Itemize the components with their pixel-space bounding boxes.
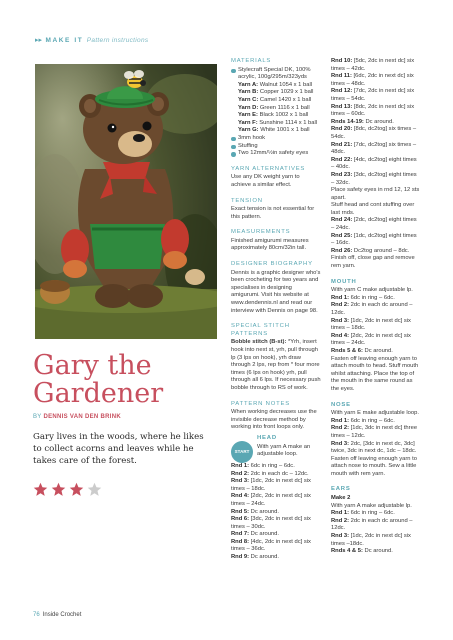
round-row bbox=[331, 418, 421, 426]
yarn-item bbox=[238, 89, 321, 97]
special-stitch-label: Bobble stitch (B-st): bbox=[231, 339, 287, 346]
bear-photo bbox=[35, 64, 217, 339]
round-text: 6dc in ring – 6dc. bbox=[349, 417, 395, 424]
mouth-intro: With yarn C make adjustable lp. bbox=[331, 287, 413, 294]
round-text: 6dc in ring – 6dc. bbox=[349, 510, 395, 517]
round-label: Rnd 9: bbox=[231, 554, 250, 561]
round-label: Rnd 20: bbox=[331, 126, 353, 133]
round-text: [1dc, 3dc in next dc] three times – 12dc. bbox=[331, 425, 418, 439]
round-text: [1dc, 2dc in next dc] six times – 18dc. bbox=[231, 478, 311, 492]
yarn-label: Yarn D: bbox=[238, 104, 259, 111]
round-text: [2dc, 2dc in next dc] six times – 24dc. bbox=[231, 493, 311, 507]
round-label: Rnd 6: bbox=[231, 516, 250, 523]
head-start-block bbox=[231, 435, 321, 463]
round-label: Rnd 23: bbox=[331, 171, 353, 178]
ears-intro: With yarn A make adjustable lp. bbox=[331, 502, 412, 509]
yarn-label: Yarn A: bbox=[238, 81, 259, 88]
round-label: Rnd 1: bbox=[331, 510, 350, 517]
yarn-item bbox=[238, 97, 321, 105]
mouth-heading: MOUTH bbox=[331, 278, 357, 285]
round-text: [7dc, 2dc in next dc] six times – 54dc. bbox=[331, 88, 415, 102]
round-row bbox=[331, 248, 421, 256]
round-label: Rnds 5 & 6: bbox=[331, 347, 363, 354]
round-label: Rnds 14-19: bbox=[331, 118, 364, 125]
round-text: Dc around. bbox=[249, 554, 280, 561]
round-row bbox=[331, 518, 421, 533]
title-line: Gardener bbox=[33, 378, 164, 409]
round-text: [2dc, 2dc in next dc] six times – 24dc. bbox=[331, 332, 411, 347]
round-row bbox=[231, 478, 321, 493]
yarn-label: Yarn C: bbox=[238, 96, 259, 103]
round-label: Rnd 1: bbox=[331, 294, 350, 301]
round-text: Dc around. bbox=[362, 347, 393, 354]
star-icon bbox=[33, 482, 48, 497]
round-row bbox=[231, 493, 321, 508]
round-label: Rnd 26: bbox=[331, 247, 353, 254]
round-label: Rnd 13: bbox=[331, 103, 353, 110]
round-text: 2dc in each dc around – 12dc. bbox=[331, 517, 413, 532]
round-row bbox=[331, 318, 421, 333]
tension-heading: TENSION bbox=[231, 197, 263, 204]
special-stitch-text bbox=[231, 339, 321, 392]
round-label: Rnd 21: bbox=[331, 141, 353, 148]
round-text: Dc around. bbox=[249, 508, 280, 515]
round-text: [3dc, dc2tog] eight times – 32dc. bbox=[331, 171, 417, 186]
start-badge: START bbox=[231, 441, 253, 463]
ears-sub bbox=[331, 495, 421, 503]
round-row bbox=[331, 441, 421, 456]
title-line: Gary the bbox=[33, 350, 152, 381]
round-label: Rnd 24: bbox=[331, 217, 353, 224]
materials-heading: MATERIALS bbox=[231, 58, 272, 64]
pattern-title bbox=[33, 352, 163, 408]
nose-intro: With yarn E make adjustable loop. bbox=[331, 410, 419, 417]
ears-sub-label: Make 2 bbox=[331, 495, 351, 502]
round-label: Rnds 4 & 5: bbox=[331, 548, 363, 555]
hook-text: 3mm hook bbox=[238, 134, 266, 141]
round-text: [4dc, dc2tog] eight times – 40dc. bbox=[331, 156, 417, 171]
bullet-icon bbox=[231, 137, 236, 142]
round-row bbox=[331, 533, 421, 548]
bullet-icon bbox=[231, 145, 236, 150]
yarn-text: Camel 1420 x 1 ball bbox=[259, 96, 312, 103]
round-row bbox=[331, 425, 421, 440]
round-text: [8dc, dc2tog] six times – 54dc. bbox=[331, 126, 417, 140]
round-text: Dc2tog around – 8dc. bbox=[352, 247, 410, 254]
head-stuff-note: Stuff head and cont stuffing over last rnds. bbox=[331, 202, 415, 216]
round-label: Rnd 10: bbox=[331, 58, 353, 64]
yarn-text: Copper 1029 x 1 ball bbox=[259, 89, 314, 96]
round-label: Rnd 7: bbox=[231, 531, 250, 538]
round-label: Rnd 5: bbox=[231, 508, 250, 515]
round-label: Rnd 3: bbox=[331, 317, 350, 324]
amigurumi-bear-illustration bbox=[35, 64, 217, 339]
round-text: [2dc, dc2tog] eight times – 24dc. bbox=[331, 217, 417, 232]
round-text: Dc around. bbox=[249, 531, 280, 538]
round-row bbox=[331, 73, 421, 88]
head-heading: HEAD bbox=[257, 434, 277, 441]
round-text: 6dc in ring – 6dc. bbox=[249, 462, 295, 469]
round-row bbox=[231, 516, 321, 531]
tension-text: Exact tension is not essential for this pattern. bbox=[231, 206, 315, 220]
round-row bbox=[331, 172, 421, 187]
materials-eyes bbox=[231, 150, 321, 158]
round-text: [6dc, 2dc in next dc] six times – 48dc. bbox=[331, 73, 414, 87]
yarn-list bbox=[231, 82, 321, 135]
round-row bbox=[331, 333, 421, 348]
head-intro: With yarn A make an adjustable loop. bbox=[257, 443, 311, 458]
special-stitch-heading: SPECIAL STITCH PATTERNS bbox=[231, 323, 290, 337]
yarn-label: Yarn G: bbox=[238, 127, 259, 134]
section-header bbox=[35, 36, 148, 44]
round-row bbox=[231, 531, 321, 539]
round-text: [1dc, 2dc in next dc] six times –18dc. bbox=[331, 533, 411, 547]
head-finish: Finish off, close gap and remove rem yarn. bbox=[331, 255, 415, 270]
round-row bbox=[331, 548, 421, 556]
round-row bbox=[331, 88, 421, 103]
round-text: Dc around. bbox=[363, 118, 394, 125]
round-row bbox=[331, 119, 421, 127]
round-label: Rnd 2: bbox=[331, 302, 350, 309]
round-row bbox=[331, 58, 421, 73]
yarn-text: White 1001 x 1 ball bbox=[260, 127, 310, 134]
round-row bbox=[331, 126, 421, 141]
byline-prefix: BY bbox=[33, 414, 42, 420]
round-label: Rnd 1: bbox=[231, 462, 250, 469]
round-row bbox=[231, 463, 321, 471]
round-text: [1dc, dc2tog] eight times – 16dc. bbox=[331, 232, 417, 247]
stuffing-text: Stuffing bbox=[238, 142, 258, 149]
round-label: Rnd 2: bbox=[331, 517, 350, 524]
measurements-heading: MEASUREMENTS bbox=[231, 229, 291, 236]
page-folio bbox=[33, 612, 81, 618]
yarn-item bbox=[238, 105, 321, 113]
round-label: Rnd 11: bbox=[331, 73, 352, 80]
round-text: 6dc in ring – 6dc. bbox=[349, 294, 395, 301]
page-number: 76 bbox=[33, 612, 40, 618]
round-label: Rnd 22: bbox=[331, 156, 353, 163]
double-arrow-icon: ▸▸ bbox=[35, 37, 43, 44]
round-row bbox=[331, 302, 421, 317]
round-row bbox=[231, 471, 321, 479]
round-text: 2dc in each dc around – 12dc. bbox=[331, 302, 413, 316]
round-row bbox=[331, 510, 421, 518]
round-row bbox=[331, 217, 421, 232]
column-middle bbox=[231, 58, 321, 562]
yarn-label: Yarn F: bbox=[238, 119, 258, 126]
round-row bbox=[331, 104, 421, 119]
bullet-icon bbox=[231, 152, 236, 157]
star-icon bbox=[51, 482, 66, 497]
round-row bbox=[331, 157, 421, 172]
round-label: Rnd 1: bbox=[331, 417, 350, 424]
subsection-label: Pattern instructions bbox=[86, 37, 149, 44]
author-name: DENNIS VAN DEN BRINK bbox=[43, 414, 122, 420]
round-label: Rnd 2: bbox=[331, 425, 350, 432]
round-label: Rnd 4: bbox=[231, 493, 250, 500]
round-text: [4dc, 2dc in next dc] six times – 36dc. bbox=[231, 538, 311, 553]
round-row bbox=[231, 509, 321, 517]
nose-outro: Fasten off leaving enough yarn to attach nose to mouth. Sew a little mouth with rem yarn. bbox=[331, 455, 417, 477]
pattern-notes-heading: PATTERN NOTES bbox=[231, 400, 290, 407]
yarn-text: Sunshine 1114 x 1 ball bbox=[259, 119, 318, 126]
difficulty-rating bbox=[33, 482, 102, 497]
round-label: Rnd 25: bbox=[331, 232, 353, 239]
round-label: Rnd 3: bbox=[231, 478, 250, 485]
round-text: [5dc, 2dc in next dc] six times – 42dc. bbox=[331, 58, 415, 72]
bullet-icon bbox=[231, 69, 236, 74]
round-row bbox=[331, 233, 421, 248]
mouth-outro: Fasten off leaving enough yarn to attach mouth to head. Stuff mouth whilst attaching. Place the top of the mouth in the same round as the eyes. bbox=[331, 355, 419, 392]
designer-text: Dennis is a graphic designer who's been crocheting for two years and specialises in designing amigurumi. Visit his website at www.dendennis.nl and read our interview with Dennis on page 98. bbox=[231, 269, 321, 314]
round-row bbox=[231, 554, 321, 562]
yarn-title: Stylecraft Special DK, 100% acrylic, 100g/295m/323yds bbox=[238, 66, 311, 81]
round-text: Dc around. bbox=[362, 548, 393, 555]
measurements-text: Finished amigurumi measures approximately 80cm/32in tall. bbox=[231, 237, 309, 252]
round-label: Rnd 3: bbox=[331, 440, 350, 447]
round-label: Rnd 3: bbox=[331, 533, 350, 540]
round-text: 2dc in each dc – 12dc. bbox=[249, 470, 309, 477]
yarn-alternatives-text: Use any DK weight yarn to achieve a similar effect. bbox=[231, 174, 300, 188]
ears-heading: EARS bbox=[331, 486, 351, 493]
round-text: [7dc, dc2tog] six times – 48dc. bbox=[331, 141, 417, 156]
round-row bbox=[331, 348, 421, 356]
eyes-text: Two 12mm/½in safety eyes bbox=[238, 150, 309, 157]
yarn-item bbox=[238, 112, 321, 120]
designer-heading: DESIGNER BIOGRAPHY bbox=[231, 261, 313, 268]
column-right bbox=[331, 58, 421, 556]
yarn-label: Yarn E: bbox=[238, 112, 258, 119]
materials-stuffing bbox=[231, 143, 321, 151]
materials-hook bbox=[231, 135, 321, 143]
round-label: Rnd 4: bbox=[331, 332, 350, 339]
yarn-item bbox=[238, 120, 321, 128]
materials-yarn bbox=[231, 67, 321, 82]
yarn-label: Yarn B: bbox=[238, 89, 259, 96]
star-icon bbox=[69, 482, 84, 497]
round-label: Rnd 8: bbox=[231, 538, 250, 545]
head-eyes-note: Place safety eyes in rnd 12, 12 sts apart. bbox=[331, 187, 420, 201]
round-row bbox=[331, 142, 421, 157]
yarn-text: Black 1002 x 1 ball bbox=[259, 112, 309, 119]
star-empty-icon bbox=[87, 482, 102, 497]
round-label: Rnd 2: bbox=[231, 470, 250, 477]
yarn-text: Green 1116 x 1 ball bbox=[259, 104, 310, 111]
pattern-notes-text: When working decreases use the invisible decrease method by working into front loops only. bbox=[231, 409, 317, 431]
yarn-alternatives-heading: YARN ALTERNATIVES bbox=[231, 165, 306, 172]
yarn-item bbox=[238, 127, 321, 135]
section-label: MAKE IT bbox=[45, 37, 84, 44]
yarn-item bbox=[238, 82, 321, 90]
nose-heading: NOSE bbox=[331, 401, 351, 408]
round-text: 2dc, [3dc in next dc, 3dc] twice, 3dc in next dc, 1dc – 18dc. bbox=[331, 440, 417, 455]
round-row bbox=[231, 539, 321, 554]
round-text: [3dc, 2dc in next dc] six times – 30dc. bbox=[231, 516, 311, 530]
yarn-text: Walnut 1054 x 1 ball bbox=[259, 81, 313, 88]
round-label: Rnd 12: bbox=[331, 88, 353, 95]
round-row bbox=[331, 295, 421, 303]
byline bbox=[33, 414, 121, 420]
round-text: [8dc, 2dc in next dc] six times – 60dc. bbox=[331, 103, 415, 118]
magazine-name: Inside Crochet bbox=[42, 612, 82, 618]
round-text: [1dc, 2dc in next dc] six times – 18dc. bbox=[331, 317, 411, 332]
special-stitch-body: *Yrh, insert hook into next st, yrh, pull through lp (3 lps on hook), yrh draw through 2 lps, rep from * four more times (6 lps on hook) yrh, pull through all 6 lps. If necessary push bobble through to RS of work. bbox=[231, 339, 321, 391]
intro-text: Gary lives in the woods, where he likes to collect acorns and leaves while he takes care of the forest. bbox=[33, 432, 204, 466]
